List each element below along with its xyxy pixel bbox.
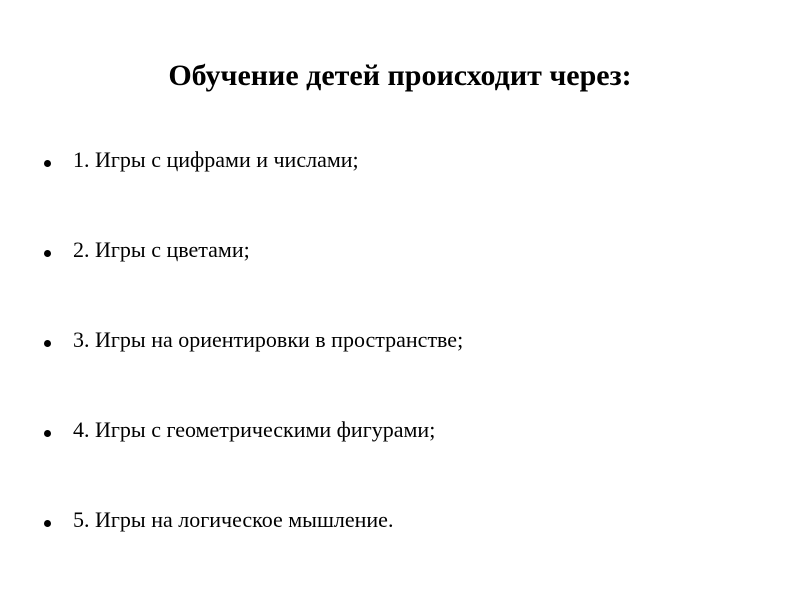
list-item: [44, 412, 463, 448]
list-item-text: 3. Игры на ориентировки в пространстве;: [73, 327, 464, 352]
list-item: [44, 142, 463, 178]
list-item: [44, 502, 463, 538]
bullet-icon: [44, 430, 51, 437]
list-item: [44, 322, 463, 358]
bullet-icon: [44, 250, 51, 257]
bullet-icon: [44, 340, 51, 347]
list-item: [44, 232, 463, 268]
list-item-text: 2. Игры с цветами;: [73, 237, 250, 262]
bullet-list: [44, 142, 463, 592]
bullet-icon: [44, 520, 51, 527]
list-item-text: 4. Игры с геометрическими фигурами;: [73, 417, 436, 442]
slide-title: Обучение детей происходит через:: [168, 59, 632, 92]
bullet-icon: [44, 160, 51, 167]
list-item-text: 1. Игры с цифрами и числами;: [73, 147, 359, 172]
list-item-text: 5. Игры на логическое мышление.: [73, 507, 394, 532]
